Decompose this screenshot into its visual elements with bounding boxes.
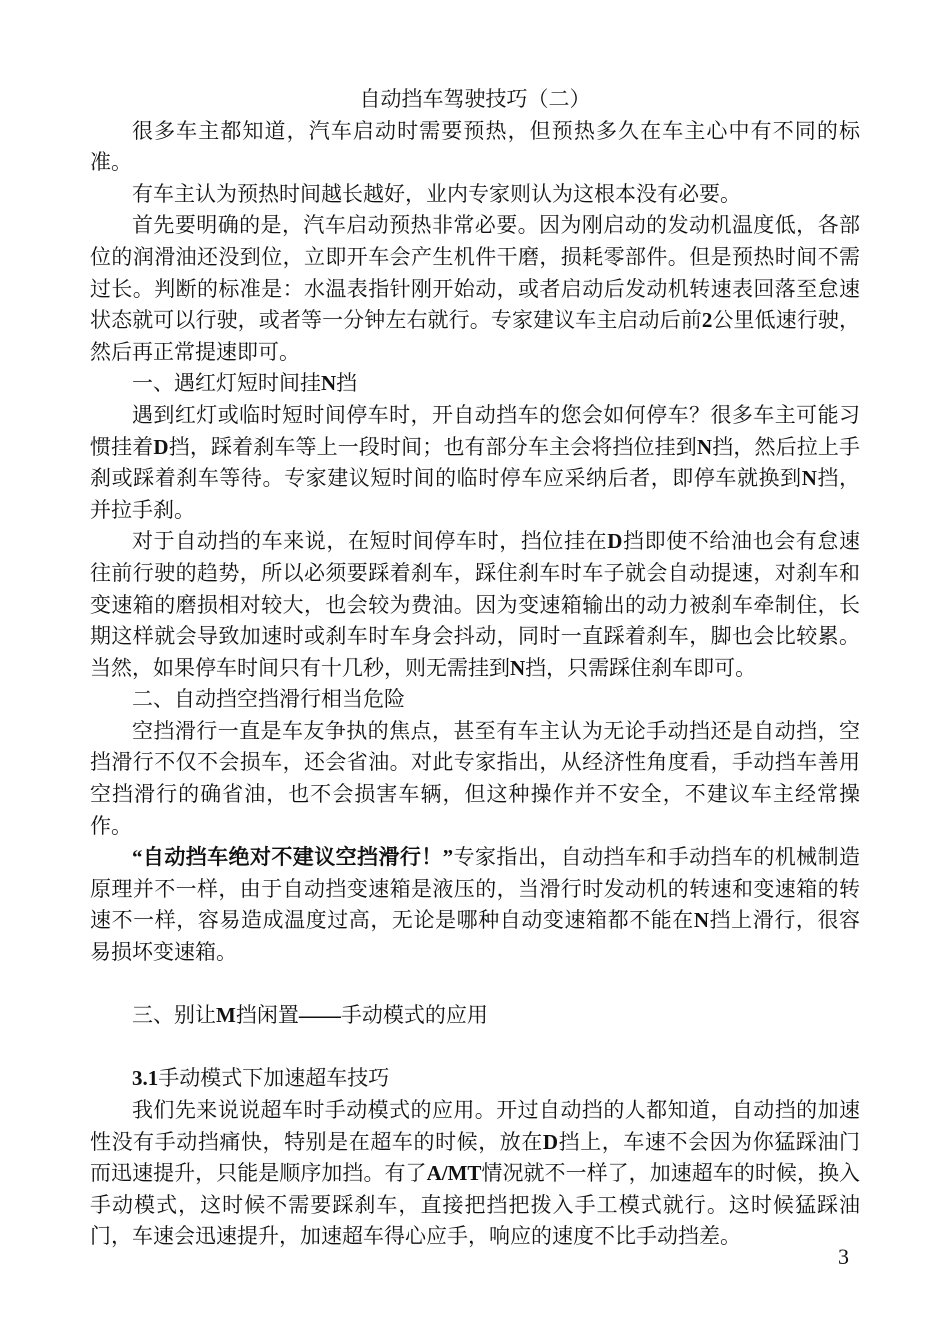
section-1-paragraph-2: 对于自动挡的车来说，在短时间停车时，挡位挂在D挡即使不给油也会有怠速往前行驶的趋势，所以必须要踩着刹车，踩住刹车时车子就会自动提速，对刹车和变速箱的磨损相对较大，也会较为费油。因为变速箱输出的动力被刹车牵制住，长期这样就会导致加速时或刹车时车身会抖动，同时一直踩着刹车，脚也会比较累。当然，如果停车时间只有十几秒，则无需挂到N挡，只需踩住刹车即可。 — [90, 529, 860, 680]
intro-paragraph-3: 首先要明确的是，汽车启动预热非常必要。因为刚启动的发动机温度低，各部位的润滑油还没到位，立即开车会产生机件干磨，损耗零部件。但是预热时间不需过长。判断的标准是：水温表指针刚开始动，或者启动后发动机转速表回落至怠速状态就可以行驶，或者等一分钟左右就行。专家建议车主启动后前2公里低速行驶，然后再正常提速即可。 — [90, 213, 861, 364]
intro-paragraph-1: 很多车主都知道，汽车启动时需要预热，但预热多久在车主心中有不同的标准。 — [90, 118, 860, 175]
section-2-paragraph-1: 空挡滑行一直是车友争执的焦点，甚至有车主认为无论手动挡还是自动挡，空挡滑行不仅不会损车，还会省油。对此专家指出，从经济性角度看，手动挡车善用空挡滑行的确省油，也不会损害车辆，但这种操作并不安全，不建议车主经常操作。 — [90, 718, 860, 838]
blank-line — [90, 969, 860, 1001]
document-page — [90, 84, 860, 1253]
section-1-paragraph-1: 遇到红灯或临时短时间停车时，开自动挡车的您会如何停车？很多车主可能习惯挂着D挡，踩着刹车等上一段时间；也有部分车主会将挡位挂到N挡，然后拉上手刹或踩着刹车等待。专家建议短时间的临时停车应采纳后者，即停车就换到N挡，并拉手刹。 — [90, 402, 861, 522]
section-2-heading: 二、自动挡空挡滑行相当危险 — [132, 687, 405, 712]
section-2-paragraph-2: “自动挡车绝对不建议空挡滑行！”专家指出，自动挡车和手动挡车的机械制造原理并不一样，由于自动挡变速箱是液压的，当滑行时发动机的转速和变速箱的转速不一样，容易造成温度过高，无论是哪种自动变速箱都不能在N挡上滑行，很容易损坏变速箱。 — [90, 845, 861, 965]
section-1-heading: 一、遇红灯短时间挂N挡 — [132, 371, 358, 396]
subsection-3-1-heading: 3.1手动模式下加速超车技巧 — [132, 1066, 390, 1091]
page-title: 自动挡车驾驶技巧（二） — [359, 87, 591, 111]
section-3-heading: 三、别让M挡闲置——手动模式的应用 — [132, 1003, 488, 1028]
distance-number: 2 — [701, 308, 713, 333]
section-3-paragraph-1: 我们先来说说超车时手动模式的应用。开过自动挡的人都知道，自动挡的加速性没有手动挡痛快，特别是在超车的时候，放在D挡上，车速不会因为你猛踩油门而迅速提升，只能是顺序加挡。有了A/MT情况就不一样了，加速超车的时候，换入手动模式，这时候不需要踩刹车，直接把挡把拨入手工模式就行。这时候猛踩油门，车速会迅速提升，加速超车得心应手，响应的速度不比手动挡差。 — [90, 1098, 861, 1249]
page-number: 3 — [838, 1244, 849, 1269]
blank-line — [90, 1032, 860, 1064]
quote: “自动挡车绝对不建议空挡滑行！” — [132, 845, 454, 870]
intro-paragraph-2: 有车主认为预热时间越长越好，业内专家则认为这根本没有必要。 — [132, 181, 741, 206]
